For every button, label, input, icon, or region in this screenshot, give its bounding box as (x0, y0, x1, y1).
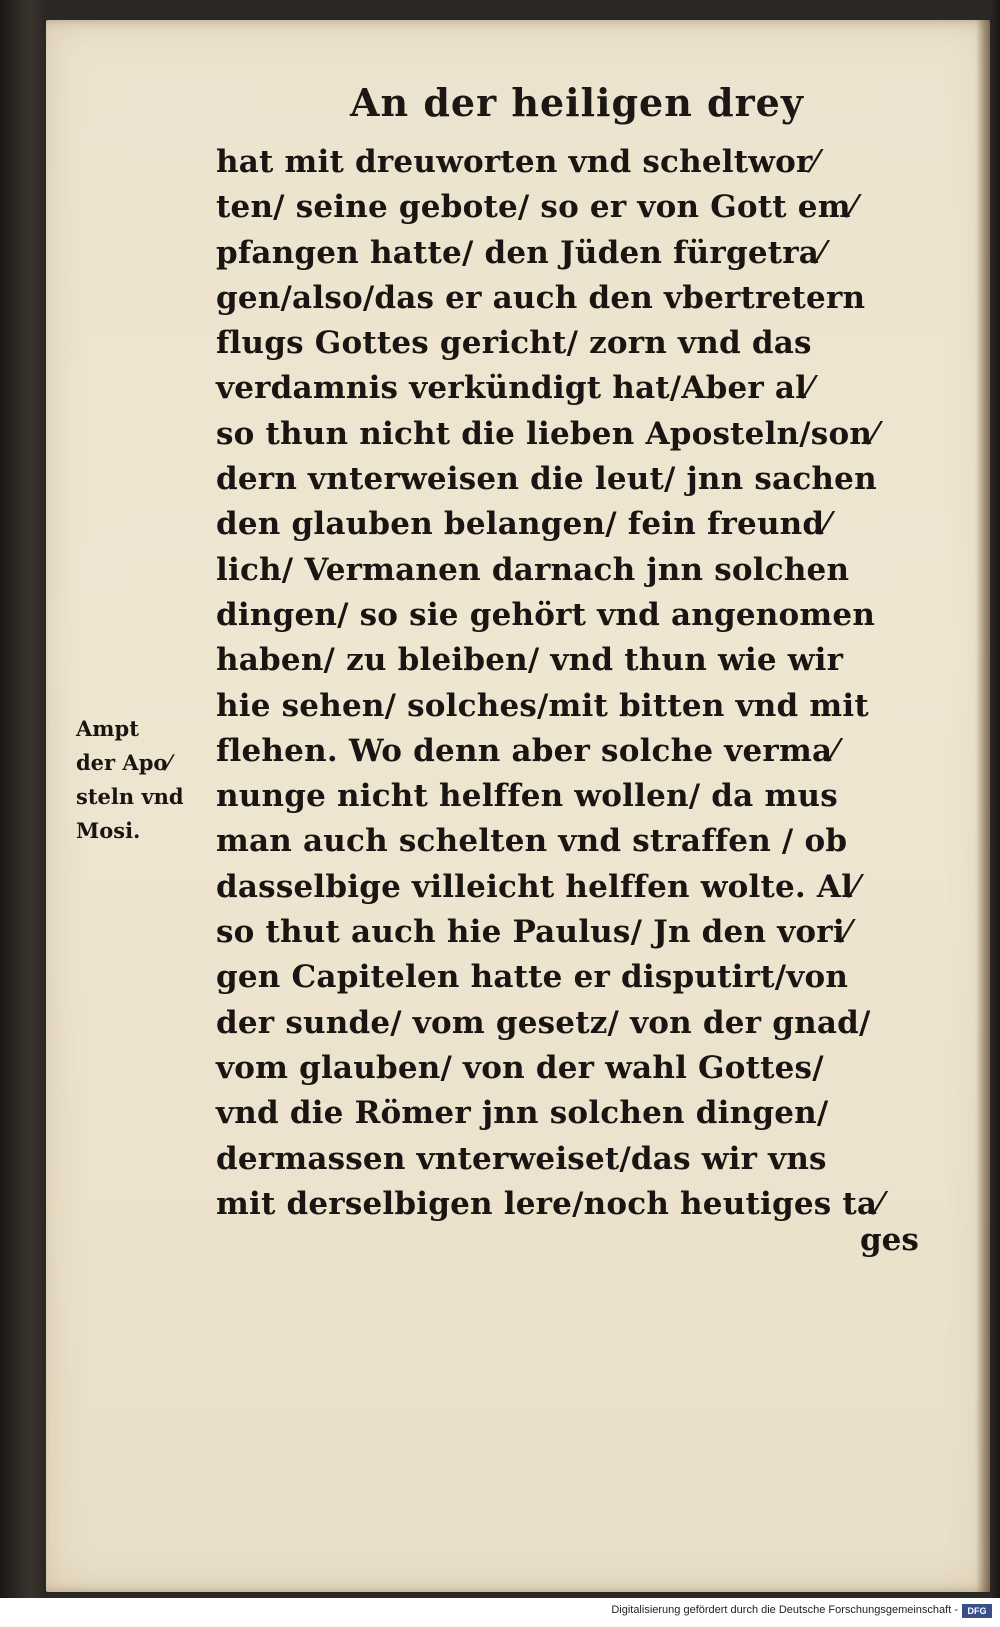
text-line: dingen/ so sie gehört vnd angenomen (216, 596, 876, 633)
text-line: man auch schelten vnd straffen / ob (216, 823, 848, 860)
text-line: vnd die Römer jnn solchen dingen/ (216, 1095, 829, 1132)
text-line: haben/ zu bleiben/ vnd thun wie wir (216, 642, 844, 679)
text-line: hat mit dreuworten vnd scheltwor⁄ (216, 144, 818, 180)
text-line: pfangen hatte/ den Jüden fürgetra⁄ (216, 234, 825, 271)
running-header: An der heiligen drey (350, 80, 804, 125)
text-line: verdamnis verkündigt hat/Aber al⁄ (216, 370, 813, 407)
text-line: ten/ seine gebote/ so er von Gott em⁄ (216, 189, 857, 226)
dfg-logo: DFG (962, 1604, 992, 1618)
margin-note-line: der Apo⁄ (76, 750, 171, 775)
text-line: hie sehen/ solches/mit bitten vnd mit (216, 687, 869, 724)
margin-note-line: Mosi. (76, 818, 141, 843)
margin-note-line: steln vnd (76, 784, 184, 809)
text-line: den glauben belangen/ fein freund⁄ (216, 506, 830, 543)
text-line: der sunde/ vom gesetz/ von der gnad/ (216, 1004, 871, 1041)
margin-note (76, 712, 226, 848)
funding-credit: Digitalisierung gefördert durch die Deutsche Forschungsgemeinschaft - (611, 1604, 958, 1616)
text-line: nunge nicht helffen wollen/ da mus (216, 778, 838, 815)
catchword: ges (860, 1222, 919, 1258)
text-line: gen Capitelen hatte er disputirt/von (216, 959, 849, 996)
text-line: so thun nicht die lieben Aposteln/son⁄ (216, 415, 878, 452)
text-line: dern vnterweisen die leut/ jnn sachen (216, 461, 877, 498)
text-line: so thut auch hie Paulus/ Jn den vori⁄ (216, 914, 851, 951)
text-line: vom glauben/ von der wahl Gottes/ (216, 1049, 824, 1086)
text-line: flehen. Wo denn aber solche verma⁄ (216, 732, 838, 769)
footer-bar (0, 1598, 1000, 1627)
text-line: mit derselbigen lere/noch heutiges ta⁄ (216, 1185, 883, 1222)
body-text (216, 140, 916, 1227)
margin-note-line: Ampt (76, 716, 139, 741)
text-line: gen/also/das er auch den vbertretern (216, 279, 866, 316)
page-spine-shadow (976, 20, 990, 1592)
text-line: dermassen vnterweiset/das wir vns (216, 1140, 827, 1177)
text-line: lich/ Vermanen darnach jnn solchen (216, 551, 850, 588)
text-line: dasselbige villeicht helffen wolte. Al⁄ (216, 868, 859, 905)
text-line: flugs Gottes gericht/ zorn vnd das (216, 325, 812, 362)
